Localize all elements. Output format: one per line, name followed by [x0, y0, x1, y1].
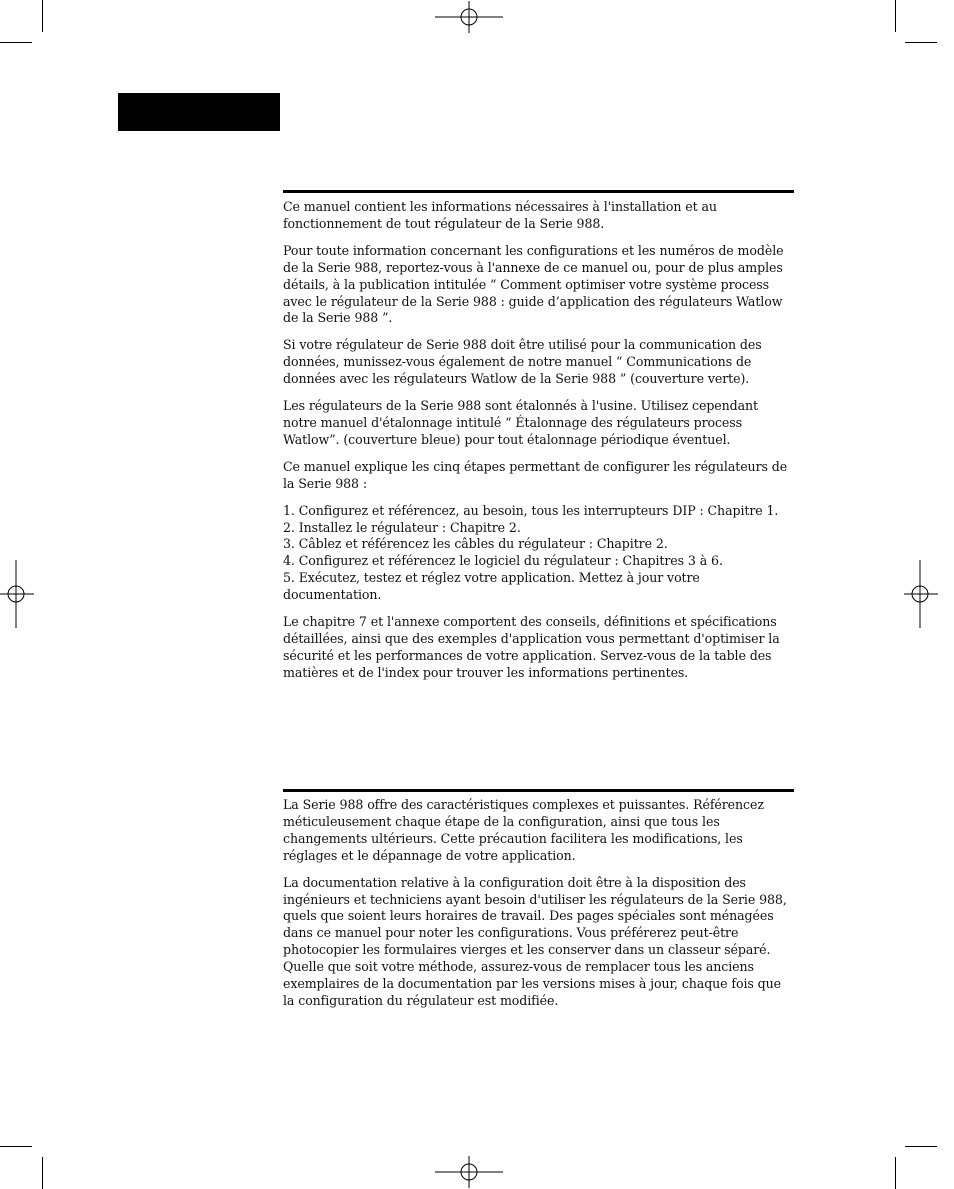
paragraph: Pour toute information concernant les configurations et les numéros de modèle de la Serie 988, reportez-vous à l'annexe de ce manuel ou, pour de plus amples détails, à la publication intitulée “ Comment optimiser votre système process avec le régulateur de la Serie 988 : guide d’application des régulateurs Watlow de la Serie 988 ”.: [283, 242, 784, 326]
list-item: 4. Configurez et référencez le logiciel du régulateur : Chapitres 3 à 6.: [283, 553, 723, 569]
crop-mark: [42, 1157, 43, 1189]
crop-mark: [0, 1146, 32, 1147]
crop-mark: [0, 42, 32, 43]
list-item: 2. Installez le régulateur : Chapitre 2.: [283, 519, 521, 535]
list-item: 1. Configurez et référencez, au besoin, tous les interrupteurs DIP : Chapitre 1.: [283, 502, 779, 518]
registration-mark-icon: [435, 1, 503, 33]
registration-mark-icon: [0, 560, 34, 628]
documentation-section: [283, 797, 794, 1020]
crop-mark: [905, 42, 937, 43]
intro-section: [283, 199, 794, 692]
paragraph: La Serie 988 offre des caractéristiques complexes et puissantes. Référencez méticuleusement chaque étape de la configuration, ainsi que tous les changements ultérieurs. Cette précaution facilitera les modifications, les réglages et le dépannage de votre application.: [283, 797, 764, 863]
crop-mark: [905, 1146, 937, 1147]
crop-mark: [895, 1157, 896, 1189]
section-divider: [283, 789, 794, 792]
paragraph: Le chapitre 7 et l'annexe comportent des conseils, définitions et spécifications détaillées, ainsi que des exemples d'application vous permettant d'optimiser la sécurité et les performances de votre application. Servez-vous de la table des matières et de l'index pour trouver les informations pertinentes.: [283, 614, 780, 680]
section-divider: [283, 190, 794, 193]
paragraph: Les régulateurs de la Serie 988 sont étalonnés à l'usine. Utilisez cependant notre manuel d'étalonnage intitulé “ Étalonnage des régulateurs process Watlow”. (couverture bleue) pour tout étalonnage périodique éventuel.: [283, 398, 759, 447]
crop-mark: [895, 0, 896, 32]
paragraph: La documentation relative à la configuration doit être à la disposition des ingénieurs et techniciens ayant besoin d'utiliser les régulateurs de la Serie 988, quels que soient leurs horaires de travail. Des pages spéciales sont ménagées dans ce manuel pour noter les configurations. Vous préférerez peut-être photocopier les formulaires vierges et les conserver dans un classeur séparé. Quelle que soit votre méthode, assurez-vous de remplacer tous les anciens exemplaires de la documentation par les versions mises à jour, chaque fois que la configuration du régulateur est modifiée.: [283, 874, 787, 1008]
paragraph: Ce manuel contient les informations nécessaires à l'installation et au fonctionnement de tout régulateur de la Serie 988.: [283, 199, 717, 231]
registration-mark-icon: [904, 560, 938, 628]
crop-mark: [42, 0, 43, 32]
list-item: 5. Exécutez, testez et réglez votre application. Mettez à jour votre documentation.: [283, 570, 700, 603]
paragraph: Ce manuel explique les cinq étapes permettant de configurer les régulateurs de la Serie 988 :: [283, 458, 788, 491]
paragraph: Si votre régulateur de Serie 988 doit être utilisé pour la communication des données, munissez-vous également de notre manuel “ Communications de données avec les régulateurs Watlow de la Serie 988 ” (couverture verte).: [283, 337, 762, 387]
chapter-tab: [118, 93, 280, 131]
steps-list: [283, 503, 794, 604]
registration-mark-icon: [435, 1156, 503, 1188]
list-item: 3. Câblez et référencez les câbles du régulateur : Chapitre 2.: [283, 536, 668, 552]
